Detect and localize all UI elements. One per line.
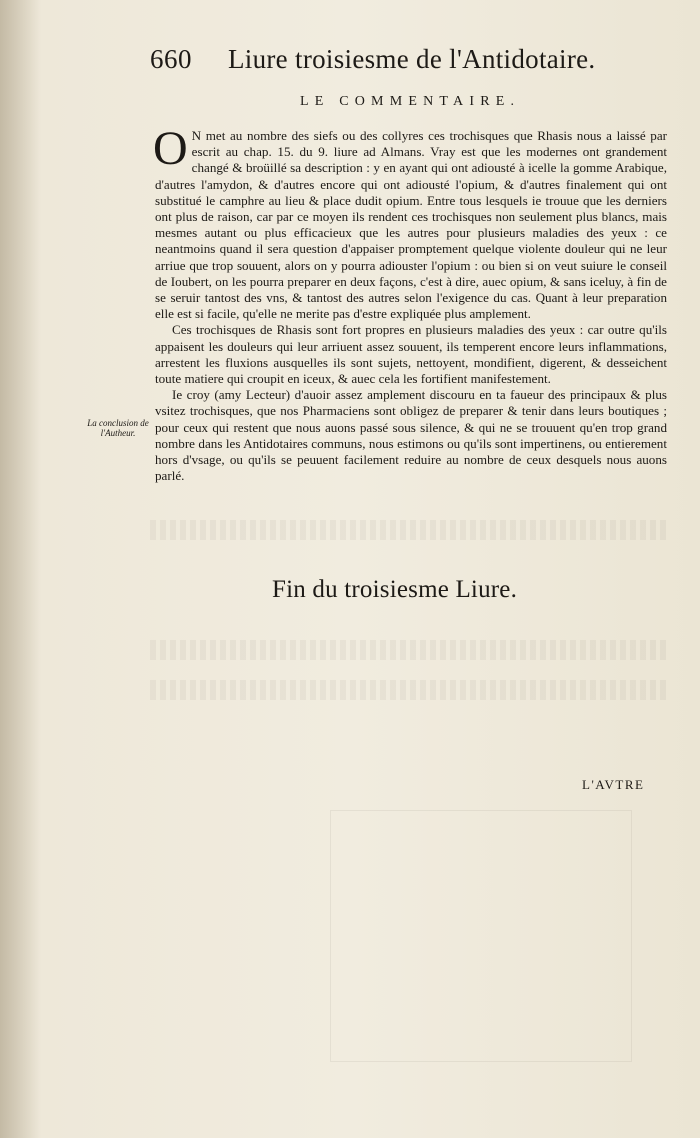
section-heading: LE COMMENTAIRE.	[300, 94, 521, 109]
page-number: 660	[150, 44, 192, 74]
page-header	[150, 44, 650, 84]
show-through-texture	[150, 640, 670, 660]
paragraph-3: Ie croy (amy Lecteur) d'auoir assez amplement discouru en ta faueur des principaux & plus vsitez trochisques, que nos Pharmaciens sont obligez de preparer & tenir dans leurs boutiques ; pour ceux qui restent que nous auons passé sous silence, & qui ne se trouuent qu'en trop grand nombre dans les Antidotaires communs, nous estimons ou qu'ils sont impertinens, ou entierement hors d'vsage, ou qu'ils se peuuent facilement reduire au nombre de ceux desquels nous auons parlé.	[155, 387, 667, 484]
gutter-shadow	[0, 0, 40, 1138]
show-through-texture	[150, 680, 670, 700]
paragraph-1	[153, 122, 667, 322]
commentary-body	[153, 122, 667, 484]
paragraph-2: Ces trochisques de Rhasis sont fort propres en plusieurs maladies des yeux : car outre qu'ils appaisent les douleurs qui leur arriuent assez souuent, ils temperent encore leurs inflammations, arrestent les fluxions ausquelles ils sont sujets, nettoyent, mondifient, digerent, & desseichent toute matiere qui croupit en iceux, & auec cela les fortifient manifestement.	[155, 322, 667, 387]
catchword: L'AVTRE	[582, 777, 645, 792]
drop-cap-letter: O	[153, 122, 188, 175]
running-title: Liure troisiesme de l'Antidotaire.	[228, 44, 596, 74]
end-of-book-title: Fin du troisiesme Liure.	[272, 576, 518, 603]
paragraph-1-text: N met au nombre des siefs ou des collyres ces trochisques que Rhasis nous a laissé par escrit au chap. 15. du 9. liure ad Almans. Vray est que les modernes ont grandement changé & broüillé sa description : y en ayant qui ont adiousté à icelle la gomme Arabique, d'autres l'amydon, & d'autres encore qui ont adiousté l'opium, & d'autres finalement qui ont substitué le camphre au lieu & place dudit opium. Entre tous lesquels ie trouue que les derniers ont plus de raison, car par ce moyen ils rendent ces trochisques non seulement plus blancs, mais mesmes autant ou plus efficacieux que les autres pour plusieurs maladies des yeux : ce neantmoins quand il sera question d'appaiser promptement quelque violente douleur qui ne leur arriue que trop souuent, alors on y pourra adiouster l'opium : ou bien si on veut suiure le conseil de Ioubert, on les pourra preparer en deux façons, c'est à dire, auec opium, & sans iceluy, à fin de se seruir tantost des vns, & tantost des autres selon l'exigence du cas. Quant à leur preparation elle est si facile, qu'elle ne merite pas d'estre expliquée plus amplement.	[155, 128, 667, 322]
show-through-texture	[150, 520, 670, 540]
marginal-note: La conclusion de l'Autheur.	[87, 418, 149, 438]
show-through-frame	[330, 810, 632, 1062]
